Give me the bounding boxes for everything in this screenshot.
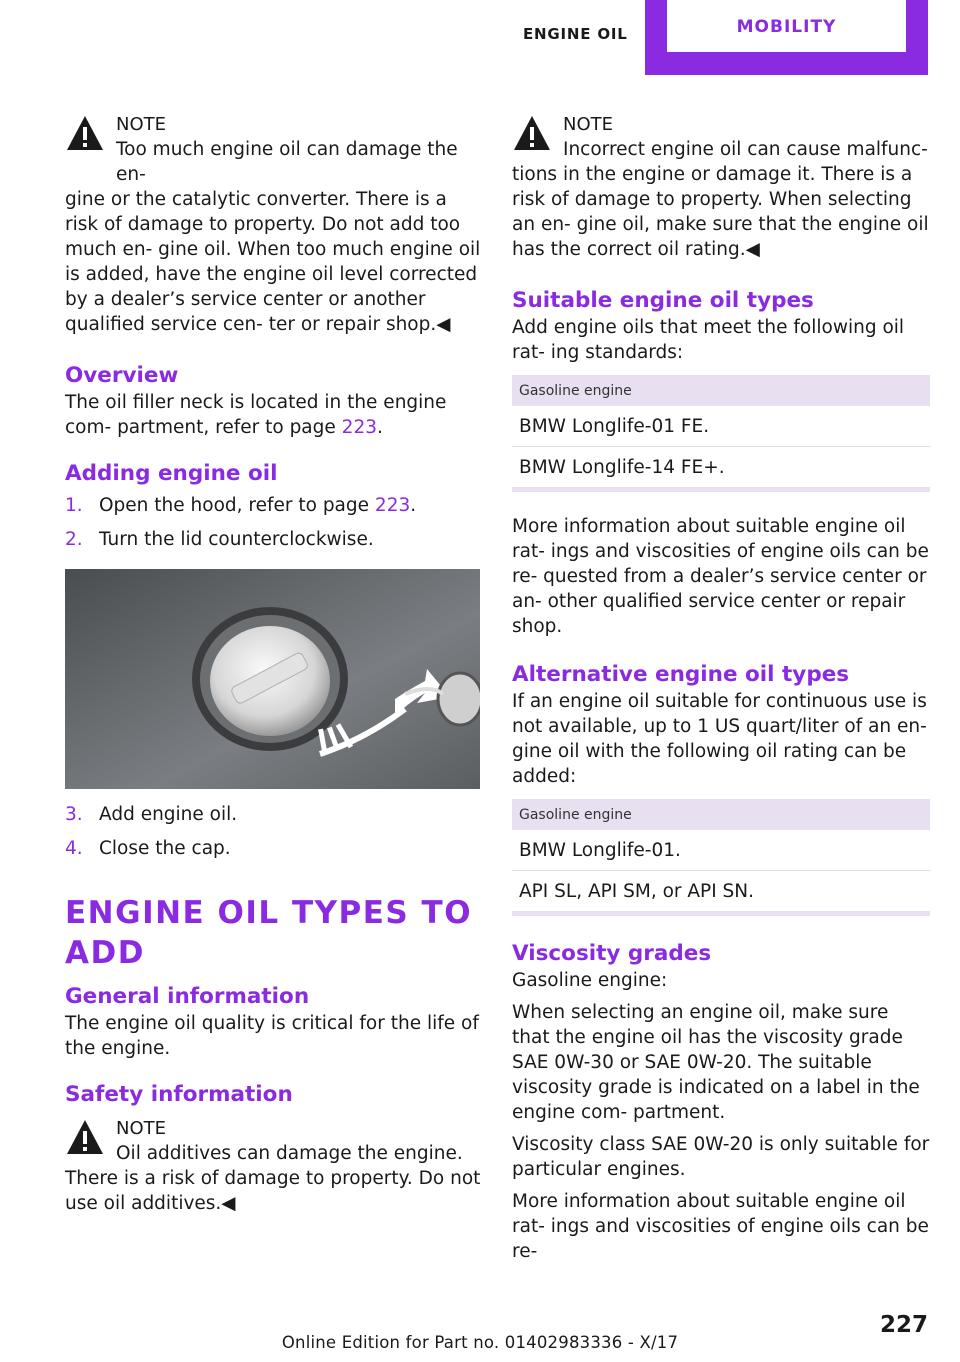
- overview-text-body: The oil filler neck is located in the engine com‐ partment, refer to page: [65, 392, 447, 438]
- heading-engine-oil-types: ENGINE OIL TYPES TO ADD: [65, 895, 473, 971]
- note-label: NOTE: [116, 114, 167, 135]
- warning-triangle-icon: [512, 112, 552, 156]
- more-info-text: More information about suitable engine oil rat‐ ings and viscosities of engine oils can be re‐ quested from a dealer’s service center or an‐ other qualified service center or repair shop.: [512, 516, 929, 637]
- table-row: BMW Longlife-01.: [512, 830, 930, 871]
- page-link-223[interactable]: 223: [341, 417, 377, 438]
- note-text: There is a risk of damage to property. Do not use oil additives.◀: [65, 1168, 481, 1214]
- note-too-much-oil: [65, 112, 483, 337]
- warning-triangle-icon: [65, 112, 105, 156]
- warning-triangle-icon: [65, 1116, 105, 1160]
- footer-edition: Online Edition for Part no. 01402983336 - X/17: [281, 1333, 679, 1352]
- step-text-end: .: [410, 495, 417, 516]
- table-row: BMW Longlife-14 FE+.: [519, 456, 725, 478]
- overview-text: [65, 390, 483, 440]
- list-item: [65, 802, 483, 827]
- note-text: gine or the catalytic converter. There is a risk of damage to property. Do not add too much en‐ gine oil. When too much engine oil is added, have the engine oil level corrected by a dealer’s service center or another qualified service cen‐ ter or repair shop.◀: [65, 189, 481, 335]
- overview-text-end: .: [376, 417, 383, 438]
- note-label: NOTE: [563, 114, 614, 135]
- heading-viscosity-grades: Viscosity grades: [512, 941, 712, 966]
- page-link-223[interactable]: 223: [374, 495, 411, 516]
- list-item: [65, 493, 483, 518]
- table-header: Gasoline engine: [512, 375, 930, 406]
- heading-safety-information: Safety information: [65, 1082, 293, 1107]
- note-text: tions in the engine or damage it. There is a risk of damage to property. When selecting an en‐ gine oil, make sure that the engine oil has the correct oil rating.◀: [512, 164, 929, 260]
- list-item: [65, 836, 483, 861]
- suitable-text: Add engine oils that meet the following oil rat‐ ing standards:: [512, 317, 905, 363]
- step-text: Open the hood, refer to page: [99, 495, 370, 516]
- note-label: NOTE: [116, 1118, 167, 1139]
- viscosity-text-2: When selecting an engine oil, make sure that the engine oil has the viscosity grade SAE 0W-30 or SAE 0W-20. The suitable viscosity grade is indicated on a label in the engine com‐ partment.: [512, 1002, 920, 1123]
- heading-overview: Overview: [65, 363, 179, 388]
- heading-general-information: General information: [65, 984, 310, 1009]
- note-text-first: Oil additives can damage the engine.: [116, 1143, 463, 1164]
- note-text-first: Incorrect engine oil can cause malfunc‐: [563, 139, 928, 160]
- heading-adding-engine-oil: Adding engine oil: [65, 461, 278, 486]
- table-row: API SL, API SM, or API SN.: [519, 880, 754, 902]
- list-number: 1.: [65, 495, 83, 516]
- table-header: Gasoline engine: [512, 799, 930, 830]
- list-text: Add engine oil.: [99, 804, 238, 825]
- chapter-tab-label: MOBILITY: [736, 17, 837, 37]
- alternative-text: If an engine oil suitable for continuous use is not available, up to 1 US quart/liter of an en‐ gine oil with the following oil rating can be added:: [512, 691, 927, 787]
- list-text: Turn the lid counterclockwise.: [99, 529, 374, 550]
- list-number: 2.: [65, 529, 83, 550]
- note-oil-additives: [65, 1116, 483, 1216]
- note-incorrect-oil: [512, 112, 930, 262]
- viscosity-text-3: Viscosity class SAE 0W-20 is only suitable for particular engines.: [512, 1134, 930, 1180]
- oil-filler-cap-photo: [65, 569, 480, 789]
- note-text-first: Too much engine oil can damage the en‐: [116, 139, 458, 185]
- left-column: [65, 110, 483, 1216]
- chapter-tab-inner: [667, 0, 906, 52]
- right-column: [512, 110, 930, 1264]
- list-number: 4.: [65, 838, 83, 859]
- list-number: 3.: [65, 804, 83, 825]
- viscosity-text-1: Gasoline engine:: [512, 970, 668, 991]
- alternative-oil-table: [512, 799, 930, 916]
- table-row: BMW Longlife-01 FE.: [512, 406, 930, 447]
- section-title: ENGINE OIL: [523, 25, 628, 43]
- list-item: [65, 527, 483, 552]
- suitable-oil-table: [512, 375, 930, 492]
- heading-suitable-oil-types: Suitable engine oil types: [512, 288, 814, 313]
- page-number: 227: [880, 1312, 929, 1338]
- list-text: Close the cap.: [99, 838, 231, 859]
- chapter-tab: [645, 0, 928, 75]
- general-text: The engine oil quality is critical for the life of the engine.: [65, 1013, 479, 1059]
- list-text: [99, 493, 416, 518]
- heading-alternative-oil-types: Alternative engine oil types: [512, 662, 850, 687]
- viscosity-text-4: More information about suitable engine oil rat‐ ings and viscosities of engine oils can be re‐: [512, 1191, 929, 1262]
